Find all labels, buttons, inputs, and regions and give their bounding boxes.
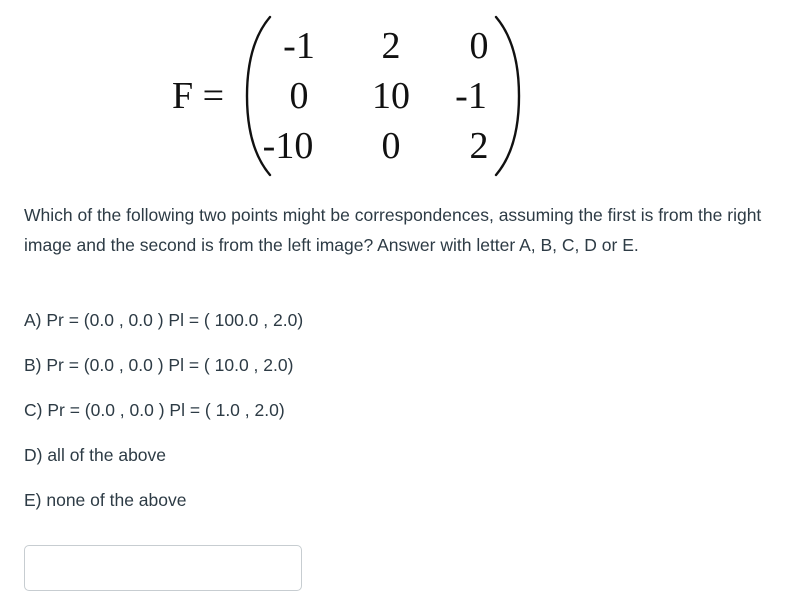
question-text: Which of the following two points might be correspondences, assuming the first is from the right image and the second is from the left image? Answer with letter A, B, C, D or E. bbox=[24, 205, 762, 255]
option-c: C) Pr = (0.0 , 0.0 ) Pl = ( 1.0 , 2.0) bbox=[24, 400, 285, 420]
answer-input[interactable] bbox=[24, 545, 302, 591]
matrix-right-parenthesis bbox=[492, 14, 522, 178]
matrix-cell: -1 bbox=[455, 75, 487, 117]
option-d: D) all of the above bbox=[24, 445, 167, 465]
matrix-cell: 2 bbox=[469, 125, 489, 167]
matrix-cell: 0 bbox=[381, 125, 401, 167]
option-b: B) Pr = (0.0 , 0.0 ) Pl = ( 10.0 , 2.0) bbox=[24, 355, 294, 375]
matrix-equation bbox=[0, 0, 787, 190]
matrix-cell: -1 bbox=[283, 25, 315, 67]
matrix-cell: 0 bbox=[469, 25, 489, 67]
matrix-cell: 0 bbox=[289, 75, 309, 117]
matrix-label: F = bbox=[172, 75, 225, 117]
option-e: E) none of the above bbox=[24, 490, 187, 510]
matrix-cell: 2 bbox=[381, 25, 401, 67]
matrix-cell: -10 bbox=[262, 125, 314, 167]
option-a: A) Pr = (0.0 , 0.0 ) Pl = ( 100.0 , 2.0) bbox=[24, 310, 304, 330]
matrix-cell: 10 bbox=[372, 75, 410, 117]
